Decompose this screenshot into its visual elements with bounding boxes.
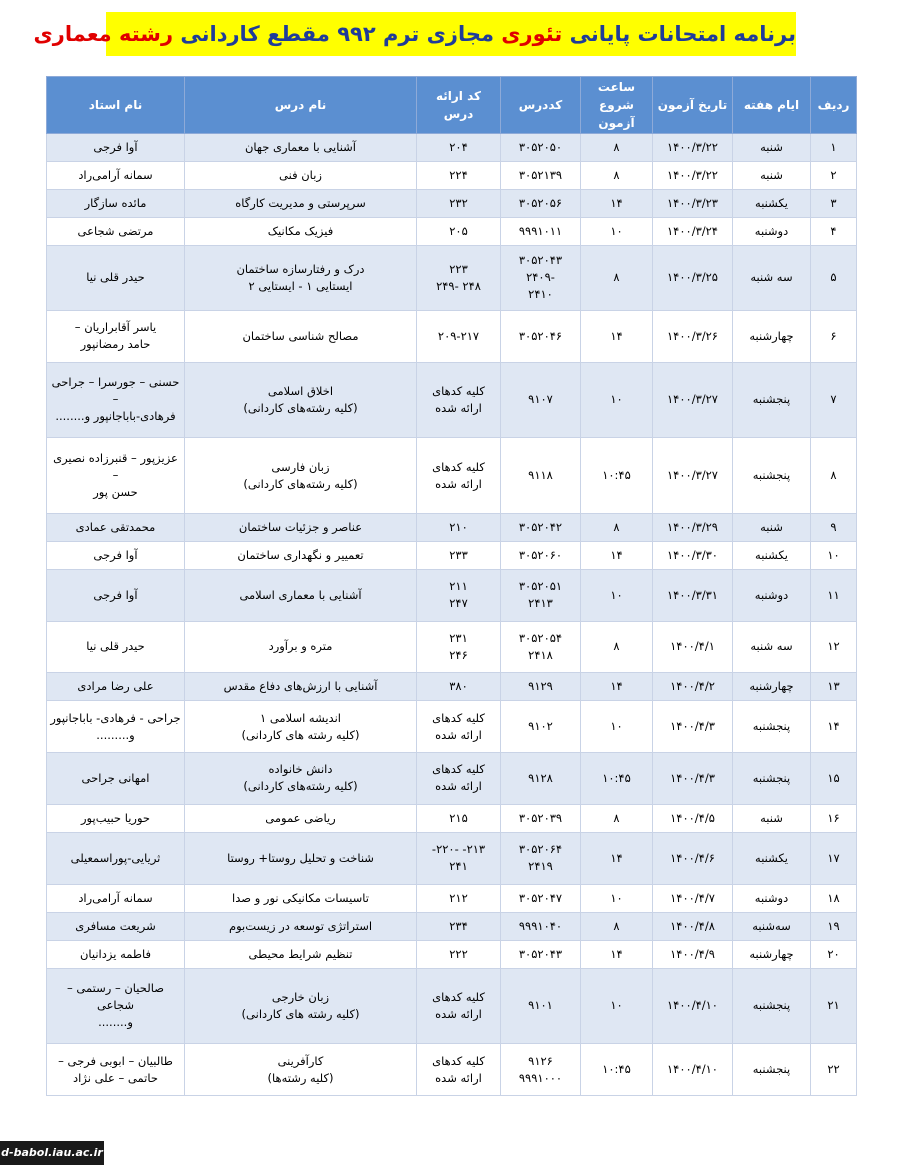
cell-row-number: ۹: [811, 513, 857, 541]
table-row: [47, 621, 857, 673]
cell-weekday: پنجشنبه: [733, 968, 811, 1044]
cell-start-time: ۱۰:۴۵: [581, 438, 653, 514]
cell-professor: امهانی جراحی: [47, 753, 185, 805]
cell-weekday: پنجشنبه: [733, 1044, 811, 1096]
cell-professor: عزیزپور – قنبرزاده نصیری – حسن پور: [47, 438, 185, 514]
cell-course-code: ۹۱۰۱: [501, 968, 581, 1044]
cell-exam-date: ۱۴۰۰/۳/۲۴: [653, 217, 733, 245]
table-row: [47, 673, 857, 701]
col-header-row-number: ردیف: [811, 77, 857, 134]
cell-offer-code: کلیه کدهای ارائه شده: [417, 753, 501, 805]
page-title: [33, 12, 796, 56]
cell-offer-code: ۲۲۴: [417, 161, 501, 189]
cell-row-number: ۱۳: [811, 673, 857, 701]
cell-professor: آوا فرجی: [47, 134, 185, 162]
cell-offer-code: ۲۰۵: [417, 217, 501, 245]
cell-start-time: ۱۰: [581, 362, 653, 438]
cell-offer-code: ۲۳۳: [417, 541, 501, 569]
cell-course-code: ۳۰۵۲۰۴۲: [501, 513, 581, 541]
cell-row-number: ۱۲: [811, 621, 857, 673]
cell-row-number: ۲۰: [811, 940, 857, 968]
cell-start-time: ۸: [581, 134, 653, 162]
cell-course-code: ۳۰۵۲۰۴۶: [501, 310, 581, 362]
cell-offer-code: ۲۱۱ ۲۴۷: [417, 569, 501, 621]
cell-professor: ثریایی-پوراسمعیلی: [47, 832, 185, 884]
cell-course-name: کارآفرینی (کلیه رشته‌ها): [185, 1044, 417, 1096]
cell-offer-code: ۲۳۲: [417, 189, 501, 217]
cell-course-name: مصالح شناسی ساختمان: [185, 310, 417, 362]
cell-row-number: ۸: [811, 438, 857, 514]
cell-exam-date: ۱۴۰۰/۴/۱۰: [653, 1044, 733, 1096]
cell-weekday: دوشنبه: [733, 569, 811, 621]
table-row: [47, 362, 857, 438]
cell-start-time: ۱۰: [581, 968, 653, 1044]
cell-offer-code: ۲۱۰: [417, 513, 501, 541]
cell-exam-date: ۱۴۰۰/۴/۷: [653, 884, 733, 912]
cell-start-time: ۱۴: [581, 541, 653, 569]
cell-start-time: ۸: [581, 245, 653, 310]
cell-course-name: زبان خارجی (کلیه رشته های کاردانی): [185, 968, 417, 1044]
cell-course-name: فیزیک مکانیک: [185, 217, 417, 245]
title-part-2: تئوری: [501, 22, 563, 46]
cell-course-code: ۹۹۹۱۰۴۰: [501, 912, 581, 940]
cell-row-number: ۱: [811, 134, 857, 162]
cell-course-code: ۳۰۵۲۰۴۳ -۲۴۰۹ ۲۴۱۰: [501, 245, 581, 310]
cell-course-name: شناخت و تحلیل روستا+ روستا: [185, 832, 417, 884]
col-header-course-name: نام درس: [185, 77, 417, 134]
cell-professor: فاطمه یزدانیان: [47, 940, 185, 968]
cell-weekday: سه‌شنبه: [733, 912, 811, 940]
cell-row-number: ۶: [811, 310, 857, 362]
col-header-course-code: کددرس: [501, 77, 581, 134]
title-part-1: برنامه امتحانات پایانی: [569, 22, 796, 46]
cell-start-time: ۱۰: [581, 701, 653, 753]
cell-offer-code: ۲۰۴: [417, 134, 501, 162]
cell-course-name: ریاضی عمومی: [185, 804, 417, 832]
cell-exam-date: ۱۴۰۰/۳/۳۱: [653, 569, 733, 621]
table-body: [47, 134, 857, 1096]
cell-professor: یاسر آقابراریان – حامد رمضانپور: [47, 310, 185, 362]
cell-course-name: تعمییر و نگهداری ساختمان: [185, 541, 417, 569]
col-header-start-time: ساعت شروع آزمون: [581, 77, 653, 134]
cell-course-code: ۳۰۵۲۰۵۶: [501, 189, 581, 217]
col-header-professor: نام استاد: [47, 77, 185, 134]
cell-weekday: شنبه: [733, 804, 811, 832]
cell-course-code: ۳۰۵۲۱۳۹: [501, 161, 581, 189]
cell-course-name: آشنایی با معماری جهان: [185, 134, 417, 162]
cell-course-name: متره و برآورد: [185, 621, 417, 673]
table-row: [47, 513, 857, 541]
exam-schedule-table: [46, 76, 857, 1096]
cell-offer-code: ۲۱۵: [417, 804, 501, 832]
cell-row-number: ۱۶: [811, 804, 857, 832]
cell-weekday: سه شنبه: [733, 621, 811, 673]
cell-row-number: ۱۵: [811, 753, 857, 805]
cell-start-time: ۱۰:۴۵: [581, 753, 653, 805]
cell-exam-date: ۱۴۰۰/۴/۳: [653, 753, 733, 805]
cell-start-time: ۸: [581, 621, 653, 673]
cell-professor: محمدتقی عمادی: [47, 513, 185, 541]
cell-professor: حیدر قلی نیا: [47, 621, 185, 673]
cell-exam-date: ۱۴۰۰/۳/۲۷: [653, 438, 733, 514]
table-row: [47, 541, 857, 569]
cell-start-time: ۱۴: [581, 310, 653, 362]
cell-course-name: عناصر و جزئیات ساختمان: [185, 513, 417, 541]
table-row: [47, 189, 857, 217]
cell-row-number: ۱۰: [811, 541, 857, 569]
cell-professor: طالبیان – ابوبی فرجی – حاتمی – علی نژاد: [47, 1044, 185, 1096]
cell-weekday: شنبه: [733, 513, 811, 541]
cell-row-number: ۳: [811, 189, 857, 217]
title-part-4: رشته معماری: [33, 22, 174, 46]
cell-professor: آوا فرجی: [47, 541, 185, 569]
cell-professor: جراحی - فرهادی- باباجانپور و.........: [47, 701, 185, 753]
cell-professor: حوریا حبیب‌پور: [47, 804, 185, 832]
cell-course-code: ۹۹۹۱۰۱۱: [501, 217, 581, 245]
cell-start-time: ۸: [581, 161, 653, 189]
cell-offer-code: ۲۰۹-۲۱۷: [417, 310, 501, 362]
title-part-3: مجازی ترم ۹۹۲ مقطع کاردانی: [180, 22, 494, 46]
cell-weekday: شنبه: [733, 161, 811, 189]
cell-course-name: تاسیسات مکانیکی نور و صدا: [185, 884, 417, 912]
col-header-offer-code: کد ارائه درس: [417, 77, 501, 134]
cell-course-name: دانش خانواده (کلیه رشته‌های کاردانی): [185, 753, 417, 805]
cell-offer-code: ۲۱۳- -۲۲۰- ۲۴۱: [417, 832, 501, 884]
table-row: [47, 245, 857, 310]
cell-professor: حیدر قلی نیا: [47, 245, 185, 310]
cell-course-code: ۳۰۵۲۰۶۰: [501, 541, 581, 569]
cell-offer-code: کلیه کدهای ارائه شده: [417, 968, 501, 1044]
table-row: [47, 832, 857, 884]
table-row: [47, 753, 857, 805]
cell-weekday: پنجشنبه: [733, 438, 811, 514]
cell-offer-code: ۲۲۲: [417, 940, 501, 968]
table-row: [47, 310, 857, 362]
cell-professor: مرتضی شجاعی: [47, 217, 185, 245]
cell-weekday: یکشنبه: [733, 541, 811, 569]
cell-exam-date: ۱۴۰۰/۳/۲۹: [653, 513, 733, 541]
table-row: [47, 438, 857, 514]
cell-start-time: ۱۰: [581, 884, 653, 912]
cell-offer-code: ۲۱۲: [417, 884, 501, 912]
cell-exam-date: ۱۴۰۰/۴/۳: [653, 701, 733, 753]
table-row: [47, 701, 857, 753]
cell-start-time: ۱۴: [581, 940, 653, 968]
cell-start-time: ۱۴: [581, 673, 653, 701]
cell-weekday: یکشنبه: [733, 832, 811, 884]
cell-offer-code: ۲۲۳ ۲۴۸ -۲۴۹: [417, 245, 501, 310]
cell-professor: حسنی – جورسرا – جراحی – فرهادی-باباجانپور و........: [47, 362, 185, 438]
cell-weekday: پنجشنبه: [733, 753, 811, 805]
cell-course-name: درک و رفتارسازه ساختمان ایستایی ۱ - ایستایی ۲: [185, 245, 417, 310]
cell-course-code: ۳۰۵۲۰۵۰: [501, 134, 581, 162]
cell-professor: سمانه آرامی‌راد: [47, 161, 185, 189]
cell-exam-date: ۱۴۰۰/۴/۲: [653, 673, 733, 701]
col-header-weekday: ایام هفته: [733, 77, 811, 134]
cell-row-number: ۴: [811, 217, 857, 245]
cell-exam-date: ۱۴۰۰/۴/۱۰: [653, 968, 733, 1044]
cell-professor: سمانه آرامی‌راد: [47, 884, 185, 912]
cell-professor: صالحیان – رستمی – شجاعی و........: [47, 968, 185, 1044]
cell-course-name: تنظیم شرایط محیطی: [185, 940, 417, 968]
cell-row-number: ۱۹: [811, 912, 857, 940]
cell-course-name: آشنایی با معماری اسلامی: [185, 569, 417, 621]
cell-start-time: ۸: [581, 912, 653, 940]
cell-course-name: زبان فارسی (کلیه رشته‌های کاردانی): [185, 438, 417, 514]
cell-offer-code: ۲۳۴: [417, 912, 501, 940]
cell-professor: شریعت مسافری: [47, 912, 185, 940]
cell-start-time: ۱۰: [581, 569, 653, 621]
cell-course-name: آشنایی با ارزش‌های دفاع مقدس: [185, 673, 417, 701]
cell-row-number: ۵: [811, 245, 857, 310]
table-row: [47, 569, 857, 621]
cell-professor: آوا فرجی: [47, 569, 185, 621]
cell-row-number: ۲: [811, 161, 857, 189]
cell-offer-code: کلیه کدهای ارائه شده: [417, 701, 501, 753]
cell-weekday: سه شنبه: [733, 245, 811, 310]
table-row: [47, 217, 857, 245]
cell-row-number: ۲۱: [811, 968, 857, 1044]
table-row: [47, 1044, 857, 1096]
cell-exam-date: ۱۴۰۰/۴/۱: [653, 621, 733, 673]
cell-offer-code: کلیه کدهای ارائه شده: [417, 1044, 501, 1096]
cell-course-code: ۳۰۵۲۰۵۴ ۲۴۱۸: [501, 621, 581, 673]
cell-weekday: پنجشنبه: [733, 362, 811, 438]
table-row: [47, 134, 857, 162]
table-row: [47, 912, 857, 940]
cell-course-code: ۳۰۵۲۰۵۱ ۲۴۱۳: [501, 569, 581, 621]
cell-start-time: ۱۴: [581, 832, 653, 884]
table-row: [47, 968, 857, 1044]
cell-row-number: ۷: [811, 362, 857, 438]
cell-start-time: ۱۰:۴۵: [581, 1044, 653, 1096]
cell-course-code: ۹۱۲۸: [501, 753, 581, 805]
site-url-label: d-babol.iau.ac.ir: [0, 1141, 104, 1165]
cell-professor: مائده سازگار: [47, 189, 185, 217]
cell-exam-date: ۱۴۰۰/۴/۹: [653, 940, 733, 968]
cell-row-number: ۱۴: [811, 701, 857, 753]
cell-course-code: ۳۰۵۲۰۴۳: [501, 940, 581, 968]
cell-offer-code: ۲۳۱ ۲۴۶: [417, 621, 501, 673]
cell-weekday: دوشنبه: [733, 884, 811, 912]
cell-start-time: ۱۴: [581, 189, 653, 217]
cell-row-number: ۱۷: [811, 832, 857, 884]
cell-exam-date: ۱۴۰۰/۴/۶: [653, 832, 733, 884]
cell-row-number: ۱۱: [811, 569, 857, 621]
cell-course-name: سرپرستی و مدیریت کارگاه: [185, 189, 417, 217]
cell-exam-date: ۱۴۰۰/۴/۸: [653, 912, 733, 940]
cell-exam-date: ۱۴۰۰/۳/۲۵: [653, 245, 733, 310]
cell-course-code: ۹۱۱۸: [501, 438, 581, 514]
cell-course-name: زبان فنی: [185, 161, 417, 189]
cell-weekday: شنبه: [733, 134, 811, 162]
cell-offer-code: کلیه کدهای ارائه شده: [417, 438, 501, 514]
cell-start-time: ۸: [581, 804, 653, 832]
cell-offer-code: کلیه کدهای ارائه شده: [417, 362, 501, 438]
cell-start-time: ۱۰: [581, 217, 653, 245]
cell-weekday: چهارشنبه: [733, 673, 811, 701]
col-header-exam-date: تاریخ آزمون: [653, 77, 733, 134]
cell-weekday: پنجشنبه: [733, 701, 811, 753]
cell-course-code: ۹۱۰۲: [501, 701, 581, 753]
cell-course-name: استراتژی توسعه در زیست‌بوم: [185, 912, 417, 940]
cell-row-number: ۱۸: [811, 884, 857, 912]
cell-weekday: یکشنبه: [733, 189, 811, 217]
cell-weekday: چهارشنبه: [733, 310, 811, 362]
cell-course-code: ۹۱۲۹: [501, 673, 581, 701]
cell-exam-date: ۱۴۰۰/۳/۲۲: [653, 161, 733, 189]
cell-course-code: ۳۰۵۲۰۶۴ ۲۴۱۹: [501, 832, 581, 884]
cell-course-code: ۹۱۰۷: [501, 362, 581, 438]
cell-exam-date: ۱۴۰۰/۳/۲۶: [653, 310, 733, 362]
cell-start-time: ۸: [581, 513, 653, 541]
cell-course-name: اخلاق اسلامی (کلیه رشته‌های کاردانی): [185, 362, 417, 438]
cell-offer-code: ۳۸۰: [417, 673, 501, 701]
cell-weekday: چهارشنبه: [733, 940, 811, 968]
cell-exam-date: ۱۴۰۰/۳/۲۳: [653, 189, 733, 217]
cell-exam-date: ۱۴۰۰/۳/۳۰: [653, 541, 733, 569]
cell-row-number: ۲۲: [811, 1044, 857, 1096]
table-row: [47, 804, 857, 832]
table-row: [47, 940, 857, 968]
table-row: [47, 884, 857, 912]
cell-exam-date: ۱۴۰۰/۳/۲۷: [653, 362, 733, 438]
cell-course-code: ۹۱۲۶ ۹۹۹۱۰۰۰: [501, 1044, 581, 1096]
cell-weekday: دوشنبه: [733, 217, 811, 245]
cell-professor: علی رضا مرادی: [47, 673, 185, 701]
cell-course-code: ۳۰۵۲۰۳۹: [501, 804, 581, 832]
cell-exam-date: ۱۴۰۰/۳/۲۲: [653, 134, 733, 162]
table-row: [47, 161, 857, 189]
cell-exam-date: ۱۴۰۰/۴/۵: [653, 804, 733, 832]
cell-course-code: ۳۰۵۲۰۴۷: [501, 884, 581, 912]
table-header-row: [47, 77, 857, 134]
cell-course-name: اندیشه اسلامی ۱ (کلیه رشته های کاردانی): [185, 701, 417, 753]
